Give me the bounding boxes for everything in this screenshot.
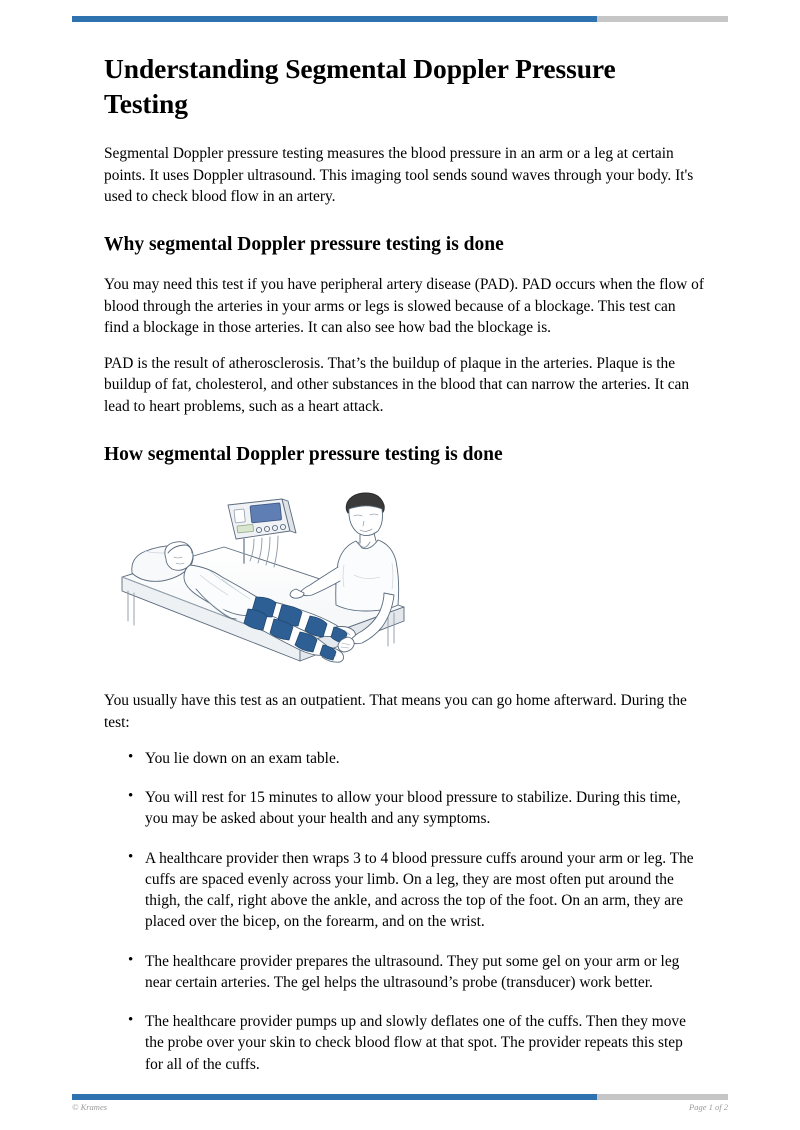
- why-paragraph-2: PAD is the result of atherosclerosis. That’s the buildup of plaque in the arteries. Plaque is the buildup of fat, cholesterol, and other substances in the blood that can narrow the arteries. It can lead to heart problems, such as a heart attack.: [104, 355, 690, 415]
- intro-paragraph: Segmental Doppler pressure testing measures the blood pressure in an arm or a leg at certain points. It uses Doppler ultrasound. This imaging tool sends sound waves through your body. It's used to check blood flow in an artery.: [104, 145, 694, 205]
- header-divider-blue-segment: [72, 16, 597, 22]
- section-heading-why: Why segmental Doppler pressure testing is done: [104, 234, 504, 256]
- footer-copyright: © Krames: [72, 1102, 108, 1112]
- footer-divider-gray-segment: [597, 1094, 728, 1100]
- document-content: [104, 52, 704, 1093]
- section-heading-how: How segmental Doppler pressure testing is done: [104, 443, 503, 465]
- list-item: • A healthcare provider then wraps 3 to 4 blood pressure cuffs around your arm or leg. The cuffs are spaced evenly across your limb. On a leg, they are most often put around the thigh, the calf, right above the ankle, and across the top of the foot. On an arm, they are placed over the bicep, on the forearm, and on the wrist.: [128, 848, 704, 933]
- procedure-step-list: [104, 748, 704, 1075]
- list-item: • You will rest for 15 minutes to allow your blood pressure to stabilize. During this time, you may be asked about your health and any symptoms.: [128, 787, 704, 830]
- header-divider-bar: [72, 16, 728, 22]
- how-lead-paragraph: You usually have this test as an outpatient. That means you can go home afterward. During the test:: [104, 692, 687, 731]
- doppler-testing-illustration-svg: [104, 485, 424, 690]
- procedure-illustration: [104, 485, 424, 690]
- page-title: Understanding Segmental Doppler Pressure Testing: [104, 53, 616, 119]
- footer-divider-bar: [72, 1094, 728, 1100]
- footer-divider-blue-segment: [72, 1094, 597, 1100]
- footer-page-number: Page 1 of 2: [689, 1102, 728, 1112]
- monitor-screen: [250, 503, 282, 523]
- list-item: • You lie down on an exam table.: [128, 748, 704, 769]
- list-item: • The healthcare provider prepares the ultrasound. They put some gel on your arm or leg near certain arteries. The gel helps the ultrasound’s probe (transducer) work better.: [128, 951, 704, 994]
- header-divider-gray-segment: [597, 16, 728, 22]
- list-item: • The healthcare provider pumps up and slowly deflates one of the cuffs. Then they move the probe over your skin to check blood flow at that spot. The provider repeats this step for all of the cuffs.: [128, 1011, 704, 1075]
- why-paragraph-1: You may need this test if you have peripheral artery disease (PAD). PAD occurs when the flow of blood through the arteries in your arms or legs is slowed because of a blockage. This test can find a blockage in those arteries. It can also see how bad the blockage is.: [104, 276, 704, 336]
